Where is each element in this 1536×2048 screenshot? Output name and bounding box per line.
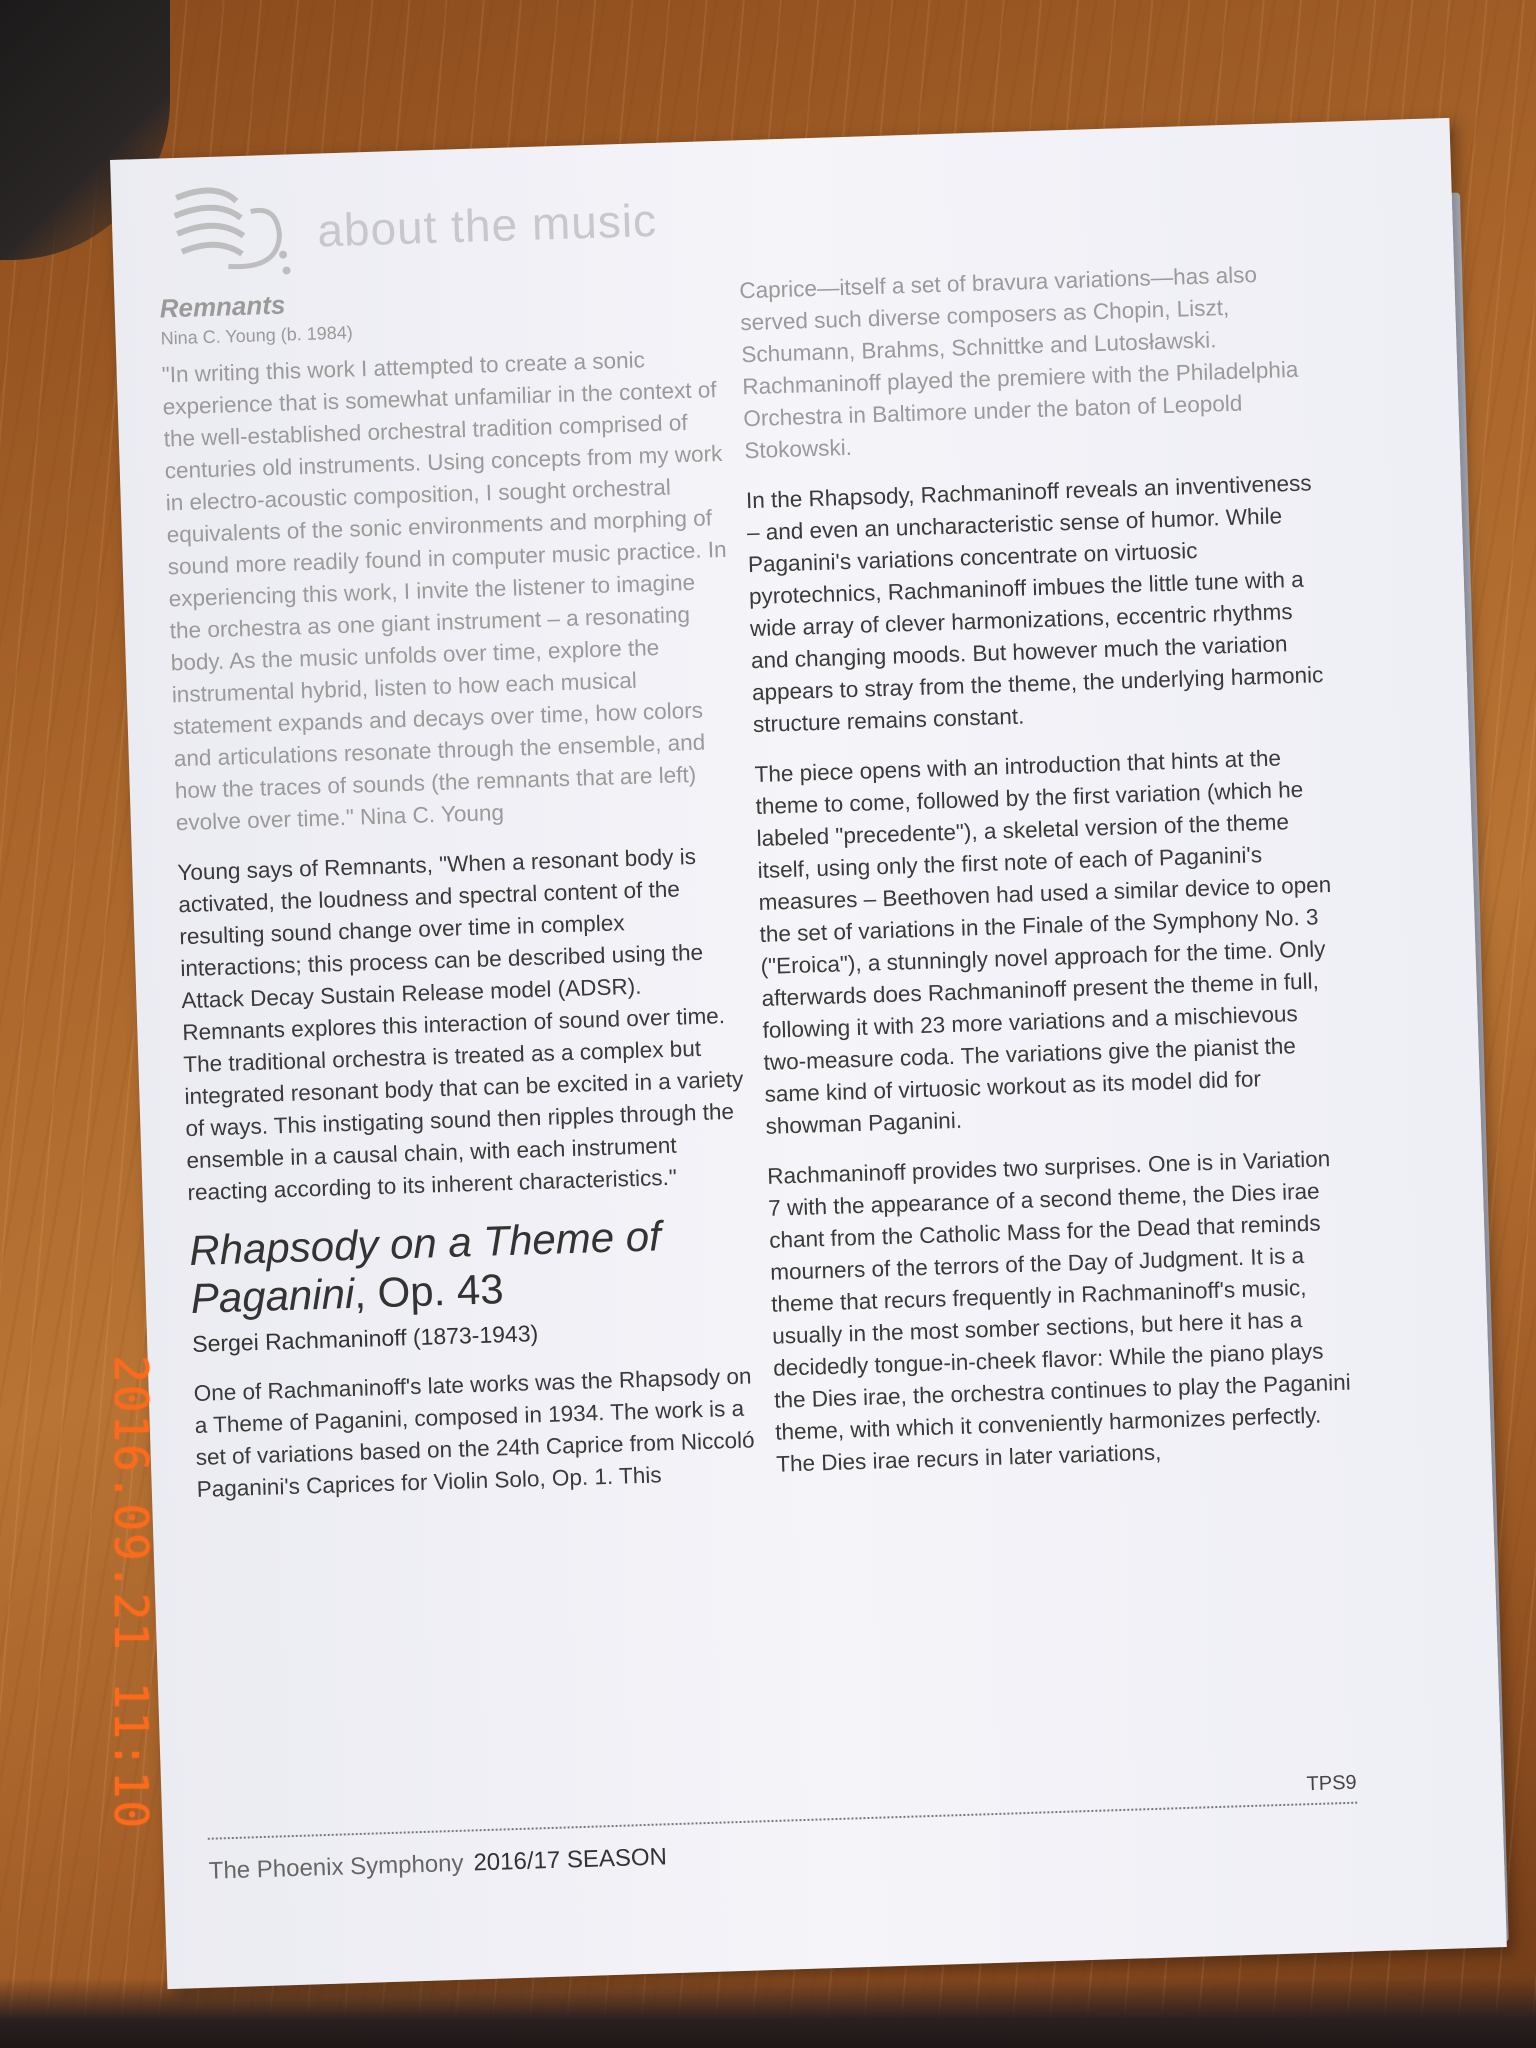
remnants-quote: "In writing this work I attempted to create a sonic experience that is somewhat unfamiliar in the context of the well-established orchestral tradition comprised of centuries old instruments. Using concepts from my work in electro-acoustic composition, I sought orchestral equivalents of the sonic environments and morphing of sound more readily found in computer music practice. In experiencing this work, I invite the listener to imagine the orchestra as one giant instrument – a resonating body. As the music unfolds over time, explore the instrumental hybrid, listen to how each musical statement expands and decays over time, how colors and articulations resonate through the ensemble, and how the traces of sounds (the remnants that are left) evolve over time." Nina C. Young xyxy=(161,347,727,836)
rhapsody-title xyxy=(189,1209,752,1323)
rhapsody-composer: Sergei Rachmaninoff (1873-1943) xyxy=(191,1320,539,1357)
photo-timestamp: 2016.09.21 11:10 xyxy=(104,1355,158,1831)
remnants-title: Remnants xyxy=(159,289,286,324)
section-title: about the music xyxy=(316,193,658,257)
rhapsody-paragraph-1-continued: Caprice—itself a set of bravura variations—has also served such diverse composers as Chopin, Liszt, Schumann, Brahms, Schnittke and Lutosławski. Rachmaninoff played the premiere with the Philadelphia Orchestra in Baltimore under the baton of Leopold Stokowski. xyxy=(739,262,1299,464)
season-label: 2016/17 SEASON xyxy=(473,1843,668,1877)
page-footer xyxy=(208,1843,667,1885)
remnants-paragraph: Young says of Remnants, "When a resonant body is activated, the loudness and spectral content of the resulting sound change over time in complex interactions; this process can be described using the Attack Decay Sustain Release model (ADSR). Remnants explores this interaction of sound over time. The traditional orchestra is treated as a complex but integrated resonant body that can be excited in a variety of ways. This instigating sound then ripples through the ensemble in a causal chain, with each instrument reacting according to its inherent characteristics." xyxy=(177,843,744,1206)
right-column xyxy=(739,257,1357,1499)
left-column xyxy=(159,276,757,1524)
program-page xyxy=(110,118,1507,1989)
rhapsody-opus: , Op. 43 xyxy=(353,1265,505,1317)
page-number: TPS9 xyxy=(1306,1771,1357,1796)
background-shadow xyxy=(0,1978,1536,2048)
rhapsody-paragraph-3: The piece opens with an introduction that hints at the theme to come, followed by the first variation (which he labeled "precedente"), a skeletal version of the theme itself, using only the first note of each of Paganini's measures – Beethoven had used a similar device to open the set of variations in the Finale of the Symphony No. 3 ("Eroica"), a stunningly novel approach for the time. Only afterwards does Rachmaninoff present the theme in full, following it with 23 more variations and a mischievous two-measure coda. The variations give the pianist the same kind of virtuosic workout as its model did for showman Paganini. xyxy=(754,745,1332,1139)
remnants-composer: Nina C. Young (b. 1984) xyxy=(160,322,353,349)
rhapsody-paragraph-4: Rachmaninoff provides two surprises. One is in Variation 7 with the appearance of a second theme, the Dies irae chant from the Catholic Mass for the Dead that reminds mourners of the terrors of the Day of Judgment. It is a theme that recurs frequently in Rachmaninoff's music, usually in the most somber sections, but here it has a decidedly tongue-in-cheek flavor: While the piano plays the Dies irae, the orchestra continues to play the Paganini theme, with which it conveniently harmonizes perfectly. The Dies irae recurs in later variations, xyxy=(766,1146,1352,1477)
footer-divider xyxy=(208,1802,1357,1840)
rhapsody-title-text: Rhapsody on a Theme of Paganini xyxy=(188,1212,662,1323)
treble-wave-logo-icon xyxy=(166,174,299,288)
publisher-name: The Phoenix Symphony xyxy=(208,1849,464,1885)
rhapsody-paragraph-1: One of Rachmaninoff's late works was the Rhapsody on a Theme of Paganini, composed in 1934. The work is a set of variations based on the 24th Caprice from Niccoló Paganini's Caprices for Violin Solo, Op. 1. This xyxy=(193,1363,755,1502)
rhapsody-paragraph-2: In the Rhapsody, Rachmaninoff reveals an inventiveness – and even an uncharacteristic sense of humor. While Paganini's variations concentrate on virtuosic pyrotechnics, Rachmaninoff imbues the little tune with a wide array of clever harmonizations, eccentric rhythms and changing moods. But however much the variation appears to stray from the theme, the underlying harmonic structure remains constant. xyxy=(745,470,1324,738)
